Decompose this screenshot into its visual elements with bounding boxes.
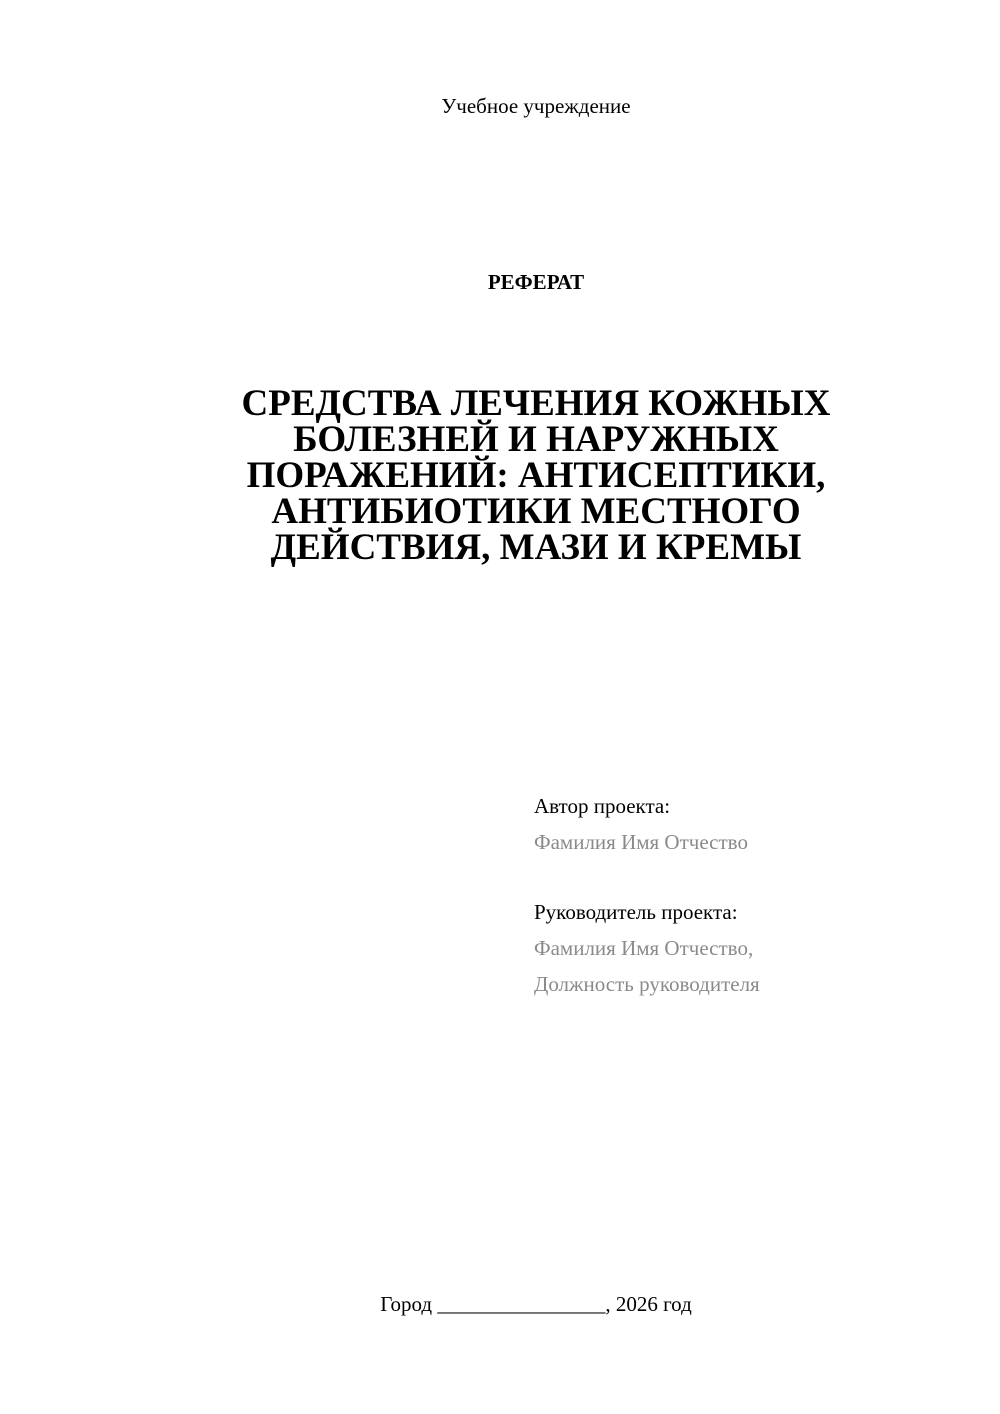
document-title — [186, 383, 886, 568]
supervisor-label: Руководитель проекта: — [534, 900, 738, 924]
title-line: БОЛЕЗНЕЙ И НАРУЖНЫХ — [293, 419, 779, 460]
title-line: АНТИБИОТИКИ МЕСТНОГО — [271, 491, 801, 532]
title-line: ПОРАЖЕНИЙ: АНТИСЕПТИКИ, — [246, 455, 826, 496]
title-line: СРЕДСТВА ЛЕЧЕНИЯ КОЖНЫХ — [241, 383, 831, 424]
author-label: Автор проекта: — [534, 794, 671, 818]
supervisor-position: Должность руководителя — [534, 972, 760, 996]
document-type: РЕФЕРАТ — [487, 270, 585, 294]
author-name: Фамилия Имя Отчество — [534, 830, 748, 854]
spacer — [534, 860, 974, 894]
authors-block — [534, 788, 974, 1002]
title-line: ДЕЙСТВИЯ, МАЗИ И КРЕМЫ — [270, 527, 802, 568]
supervisor-name: Фамилия Имя Отчество, — [534, 936, 754, 960]
institution-name: Учебное учреждение — [441, 94, 631, 118]
city-year-line: Город ________________, 2026 год — [380, 1292, 692, 1316]
